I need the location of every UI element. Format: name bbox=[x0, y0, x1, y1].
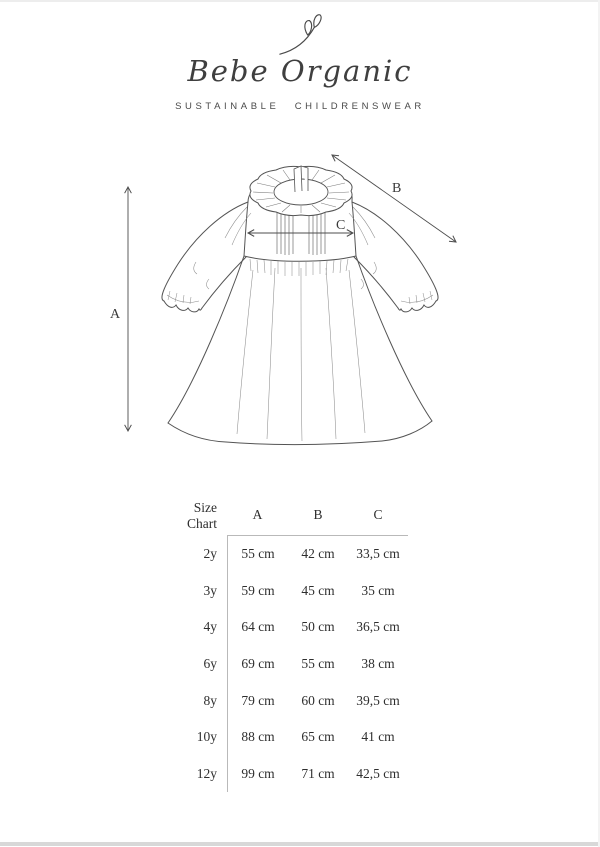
measurement-label-b: B bbox=[392, 181, 402, 196]
value-b: 60 cm bbox=[301, 692, 335, 708]
value-b: 42 cm bbox=[301, 546, 335, 562]
size-chart-title-line1: Size bbox=[193, 499, 217, 515]
value-b: 55 cm bbox=[301, 656, 335, 672]
column-header-b: B bbox=[288, 495, 348, 536]
value-b: 50 cm bbox=[301, 619, 335, 635]
value-b: 65 cm bbox=[301, 729, 335, 745]
branch-sprig-icon bbox=[276, 12, 322, 58]
dress-outline bbox=[162, 190, 438, 445]
size-label: 3y bbox=[203, 582, 217, 598]
page-edge-top bbox=[0, 0, 600, 2]
value-a: 88 cm bbox=[227, 719, 288, 756]
value-a: 99 cm bbox=[227, 756, 288, 793]
value-c: 42,5 cm bbox=[356, 765, 400, 781]
value-b: 45 cm bbox=[301, 582, 335, 598]
size-label: 2y bbox=[203, 546, 217, 562]
column-header-a: A bbox=[227, 495, 288, 536]
size-label: 4y bbox=[203, 619, 217, 635]
size-chart-table bbox=[150, 495, 408, 792]
value-a: 64 cm bbox=[227, 609, 288, 646]
value-a: 55 cm bbox=[227, 536, 288, 573]
size-label: 8y bbox=[203, 692, 217, 708]
value-c: 35 cm bbox=[361, 582, 395, 598]
value-c: 38 cm bbox=[361, 656, 395, 672]
value-a: 79 cm bbox=[227, 682, 288, 719]
value-c: 41 cm bbox=[361, 729, 395, 745]
value-a: 59 cm bbox=[227, 573, 288, 610]
value-c: 39,5 cm bbox=[356, 692, 400, 708]
size-chart-title-line2: Chart bbox=[187, 515, 217, 531]
size-label: 10y bbox=[196, 729, 217, 745]
size-label: 6y bbox=[203, 656, 217, 672]
column-header-c: C bbox=[348, 495, 408, 536]
value-a: 69 cm bbox=[227, 646, 288, 683]
brand-logo-text: Bebe Organic bbox=[187, 54, 413, 88]
page-edge-bottom bbox=[0, 842, 600, 846]
brand-tagline: SUSTAINABLE CHILDRENSWEAR bbox=[175, 101, 425, 112]
dress-technical-drawing bbox=[100, 150, 470, 460]
value-b: 71 cm bbox=[301, 765, 335, 781]
size-chart-title bbox=[150, 495, 227, 536]
size-label: 12y bbox=[196, 765, 217, 781]
value-c: 33,5 cm bbox=[356, 546, 400, 562]
measurement-label-a: A bbox=[110, 307, 121, 322]
ruffle-collar bbox=[250, 166, 352, 216]
measurement-label-c: C bbox=[336, 218, 346, 233]
value-c: 36,5 cm bbox=[356, 619, 400, 635]
fabric-texture-lines bbox=[167, 207, 433, 441]
